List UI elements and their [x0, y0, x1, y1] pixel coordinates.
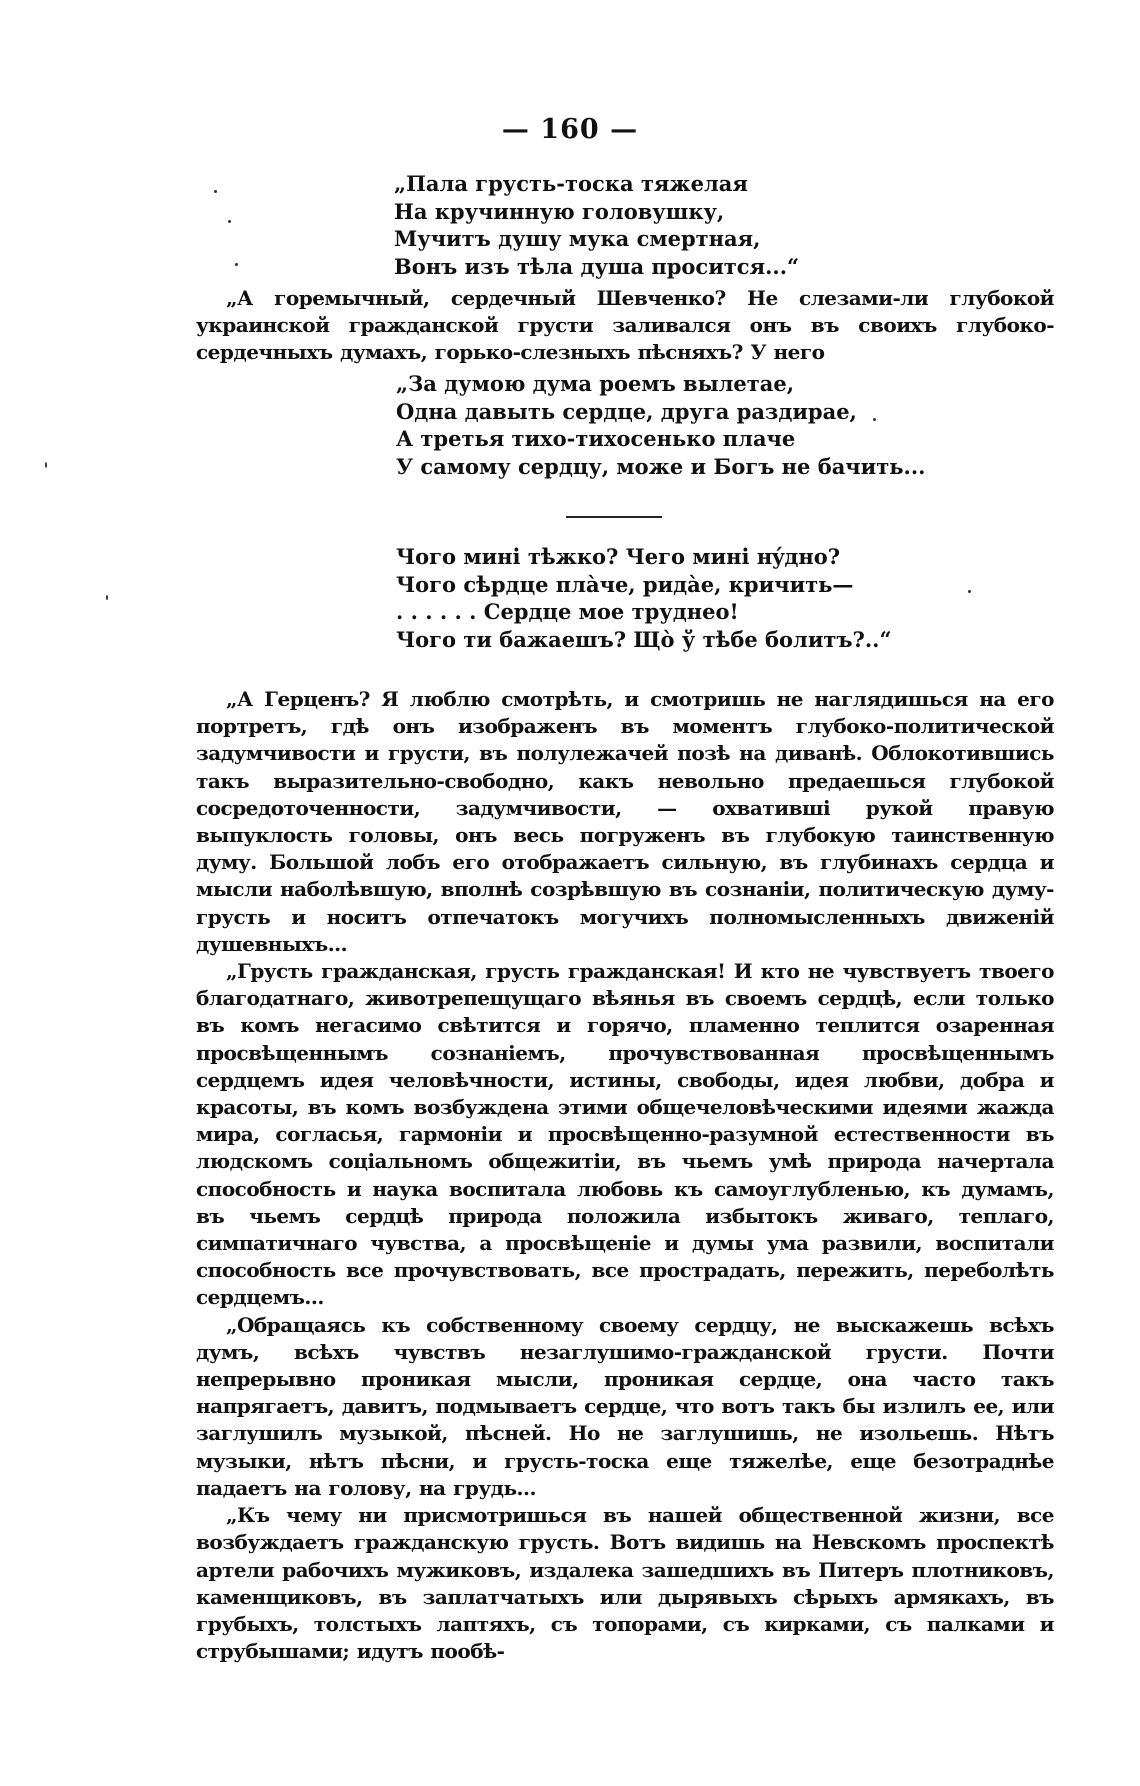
verse-line: На кручинную головушку,	[394, 198, 725, 224]
scan-speck	[873, 418, 876, 421]
verse-line: . . . . . . Сердце мое труднео!	[396, 599, 739, 624]
verse-line: У самому сердцу, може и Богъ не бачить...	[396, 453, 926, 479]
paragraph-nevsky: „Къ чему ни присмотришься въ нашей общественной жизни, все возбуждаетъ гражданскую грусть. Вотъ видишь на Невскомъ проспектѣ артели рабочихъ мужиковъ, издалека зашедшихъ въ Питеръ плотниковъ, каменщиковъ, въ заплатчатыхъ или дырявыхъ сѣрыхъ армякахъ, въ грубыхъ, толстыхъ лаптяхъ, съ топорами, съ кирками, съ палками и струбышами; идутъ пообѣ-	[196, 1503, 1054, 1664]
verse-line: Чого минi тѣжко? Чего минi нýдно?	[396, 544, 841, 569]
scan-speck	[968, 590, 971, 593]
scan-speck	[228, 220, 231, 223]
paragraph-shevchenko: „А горемычный, сердечный Шевченко? Не слезами-ли глубокой украинской гражданской грусти заливался онъ въ своихъ глубоко-сердечныхъ думахъ, горько-слезныхъ пѣсняхъ? У него	[196, 286, 1054, 365]
verse-line: Одна давыть сердце, друга раздирае,	[396, 398, 857, 424]
paragraph-herzen: „А Герценъ? Я люблю смотрѣть, и смотришь не наглядишься на его портретъ, гдѣ онъ изображенъ въ моментъ глубоко-политической задумчивости и грусти, въ полулежачей позѣ на диванѣ. Облокотившись такъ выразительно-свободно, какъ невольно предаешься глубокой сосредоточенности, задумчивости, — охватившi рукой правую выпуклость головы, онъ весь погруженъ въ глубокую таинственную думу. Большой лобъ его отображаетъ сильную, въ глубинахъ сердца и мысли наболѣвшую, вполнѣ созрѣвшую въ сознанiи, политическую думу-грусть и носитъ отпечатокъ могучихъ полномысленныхъ движенiй душевныхъ...	[196, 687, 1054, 956]
verse-line: Чого ти бажаешъ? Щò ў тѣбе болитъ?..“	[396, 626, 892, 652]
paragraph-civic-grief: „Грусть гражданская, грусть гражданская! И кто не чувствуетъ твоего благодатнаго, животрепещущаго вѣянья въ своемъ сердцѣ, если только въ комъ негасимо свѣтится и горячо, пламенно теплится озаренная просвѣщеннымъ сознанiемъ, прочувствованная просвѣщеннымъ сердцемъ идея человѣчности, истины, свободы, идея любви, добра и красоты, въ комъ возбуждена этими общечеловѣческими идеями жажда мира, согласья, гармонiи и просвѣщенно-разумной естественности въ людскомъ соцiальномъ общежитiи, въ чьемъ умѣ природа начертала способность и наука воспитала любовь къ самоуглубленью, къ думамъ, въ чьемъ сердцѣ природа положила избытокъ живаго, теплаго, симпатичнаго чувства, а просвѣщенiе и думы ума развили, воспитали способность все прочувствовать, все прострадать, пережить, переболѣть сердцемъ...	[196, 959, 1054, 1310]
intro-paragraph	[196, 285, 1054, 367]
verse-line: „Пала грусть-тоска тяжелая	[394, 171, 748, 196]
verse-stanza-one	[394, 170, 799, 280]
section-divider	[566, 516, 662, 518]
verse-stanza-two	[396, 370, 925, 480]
scan-speck	[214, 190, 217, 193]
verse-line: Мучитъ душу мука смертная,	[394, 226, 761, 251]
verse-line: Чого сѣрдце плàче, ридàе, кричить—	[396, 571, 854, 597]
scan-speck	[106, 595, 108, 600]
scan-speck	[45, 462, 47, 468]
verse-line: Вонъ изъ тѣла душа просится...“	[394, 253, 800, 279]
verse-line: „За думою дума роемъ вылетае,	[396, 371, 795, 396]
main-text	[196, 686, 1054, 1665]
verse-stanza-three	[396, 543, 892, 653]
page-number: — 160 —	[501, 114, 639, 145]
verse-line: А третья тихо-тихосенько плаче	[396, 426, 796, 451]
paragraph-own-heart: „Обращаясь къ собственному своему сердцу, не выскажешь всѣхъ думъ, всѣхъ чувствъ незаглушимо-гражданской грусти. Почти непрерывно проникая мысли, проникая сердце, она часто такъ напрягаетъ, давитъ, подмываетъ сердце, что вотъ такъ бы излилъ ее, или заглушилъ музыкой, пѣсней. Но не заглушишь, не изольешь. Нѣтъ музыки, нѣтъ пѣсни, и грусть-тоска еще тяжелѣе, еще безотраднѣе падаетъ на голову, на грудь...	[196, 1312, 1054, 1500]
scan-speck	[235, 263, 238, 266]
